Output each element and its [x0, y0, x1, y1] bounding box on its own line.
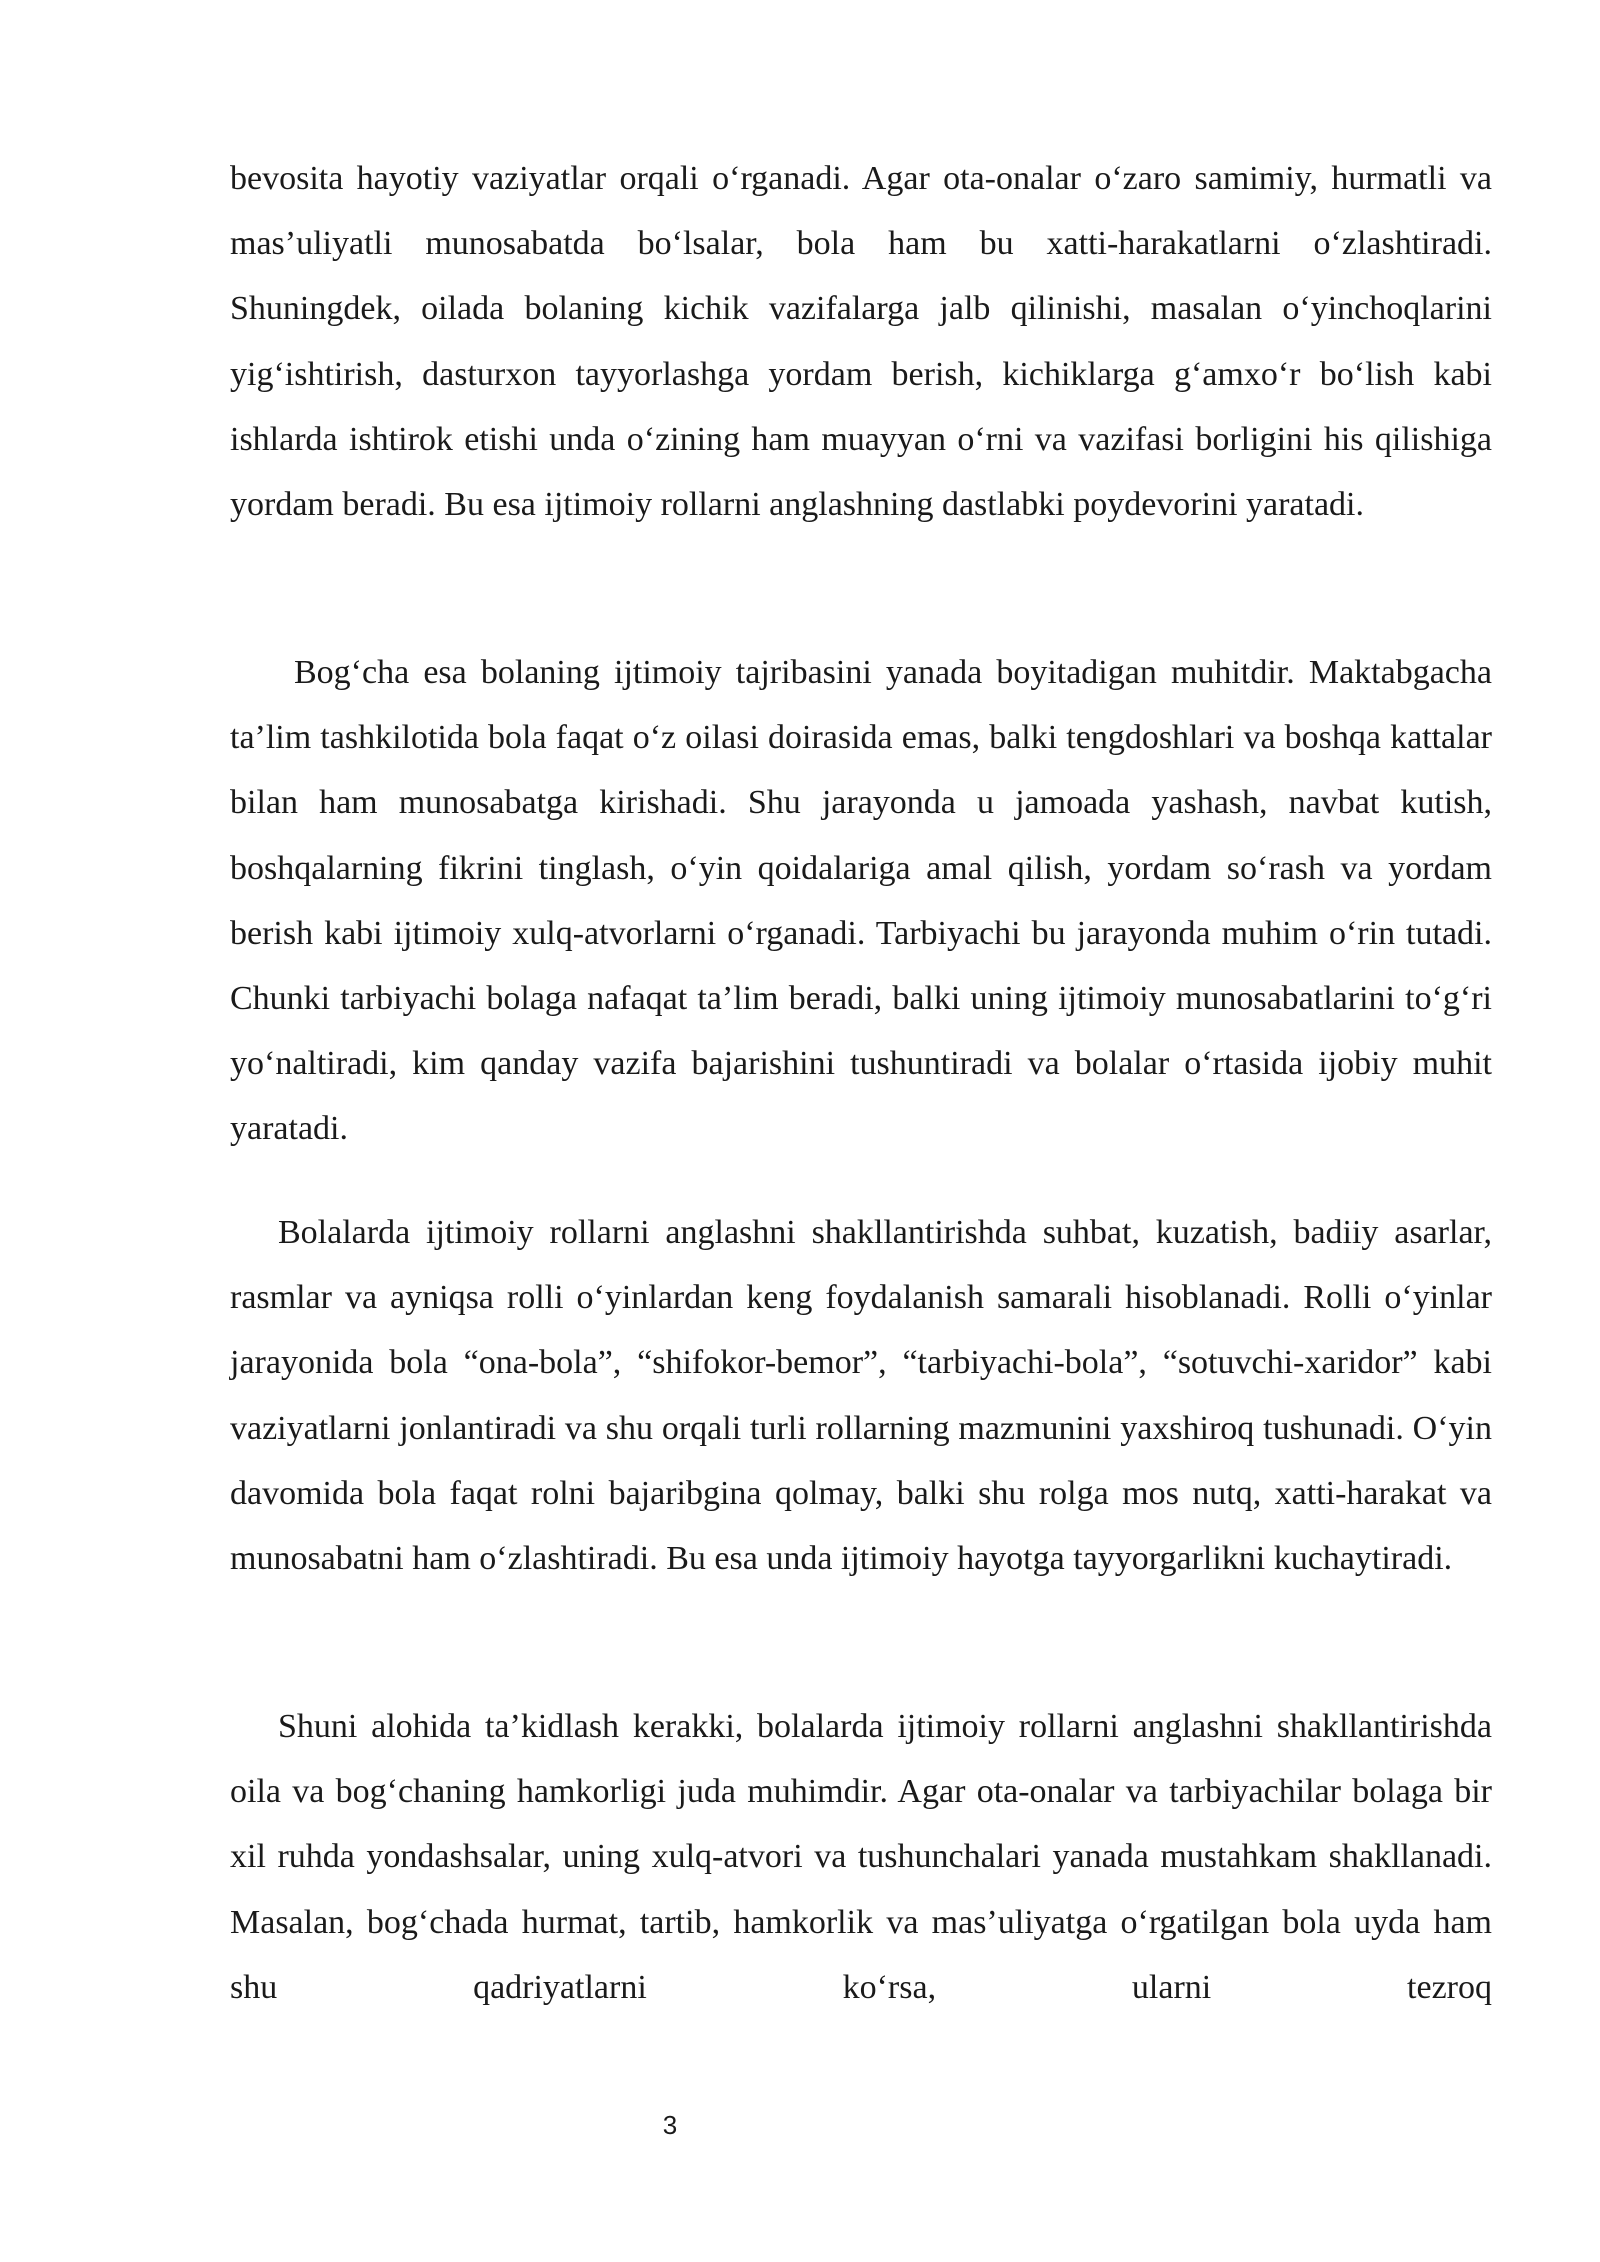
page-number: 3 [662, 2110, 678, 2140]
paragraph-2: Bog‘cha esa bolaning ijtimoiy tajribasini yanada boyitadigan muhitdir. Maktabgacha ta’lim tashkilotida bola faqat o‘z oilasi doirasida emas, balki tengdoshlari va boshqa kattalar bilan ham munosabatga kirishadi. Shu jarayonda u jamoada yashash, navbat kutish, boshqalarning fikrini tinglash, o‘yin qoidalariga amal qilish, yordam so‘rash va yordam berish kabi ijtimoiy xulq-atvorlarni o‘rganadi. Tarbiyachi bu jarayonda muhim o‘rin tutadi. Chunki tarbiyachi bolaga nafaqat ta’lim beradi, balki uning ijtimoiy munosabatlarini to‘g‘ri yo‘naltiradi, kim qanday vazifa bajarishini tushuntiradi va bolalar o‘rtasida ijobiy muhit yaratadi. [230, 654, 1492, 1148]
paragraph-3: Bolalarda ijtimoiy rollarni anglashni shakllantirishda suhbat, kuzatish, badiiy asarlar, rasmlar va ayniqsa rolli o‘yinlardan keng foydalanish samarali hisoblanadi. Rolli o‘yinlar jarayonida bola “ona-bola”, “shifokor-bemor”, “tarbiyachi-bola”, “sotuvchi-xaridor” kabi vaziyatlarni jonlantiradi va shu orqali turli rollarning mazmunini yaxshiroq tushunadi. O‘yin davomida bola faqat rolni bajaribgina qolmay, balki shu rolga mos nutq, xatti-harakat va munosabatni ham o‘zlashtiradi. Bu esa unda ijtimoiy hayotga tayyorgarlikni kuchaytiradi. [230, 1214, 1492, 1578]
paragraph-1: bevosita hayotiy vaziyatlar orqali o‘rganadi. Agar ota-onalar o‘zaro samimiy, hurmatli va mas’uliyatli munosabatda bo‘lsalar, bola ham bu xatti-harakatlarni o‘zlashtiradi. Shuningdek, oilada bolaning kichik vazifalarga jalb qilinishi, masalan o‘yinchoqlarini yig‘ishtirish, dasturxon tayyorlashga yordam berish, kichiklarga g‘amxo‘r bo‘lish kabi ishlarda ishtirok etishi unda o‘zining ham muayyan o‘rni va vazifasi borligini his qilishiga yordam beradi. Bu esa ijtimoiy rollarni anglashning dastlabki poydevorini yaratadi. [230, 160, 1492, 524]
paragraph-4: Shuni alohida ta’kidlash kerakki, bolalarda ijtimoiy rollarni anglashni shakllantirishda oila va bog‘chaning hamkorligi juda muhimdir. Agar ota-onalar va tarbiyachilar bolaga bir xil ruhda yondashsalar, uning xulq-atvori va tushunchalari yanada mustahkam shakllanadi. Masalan, bog‘chada hurmat, tartib, hamkorlik va mas’uliyatga o‘rgatilgan bola uyda ham shu qadriyatlarni ko‘rsa, ularni tezroq [230, 1708, 1492, 2006]
